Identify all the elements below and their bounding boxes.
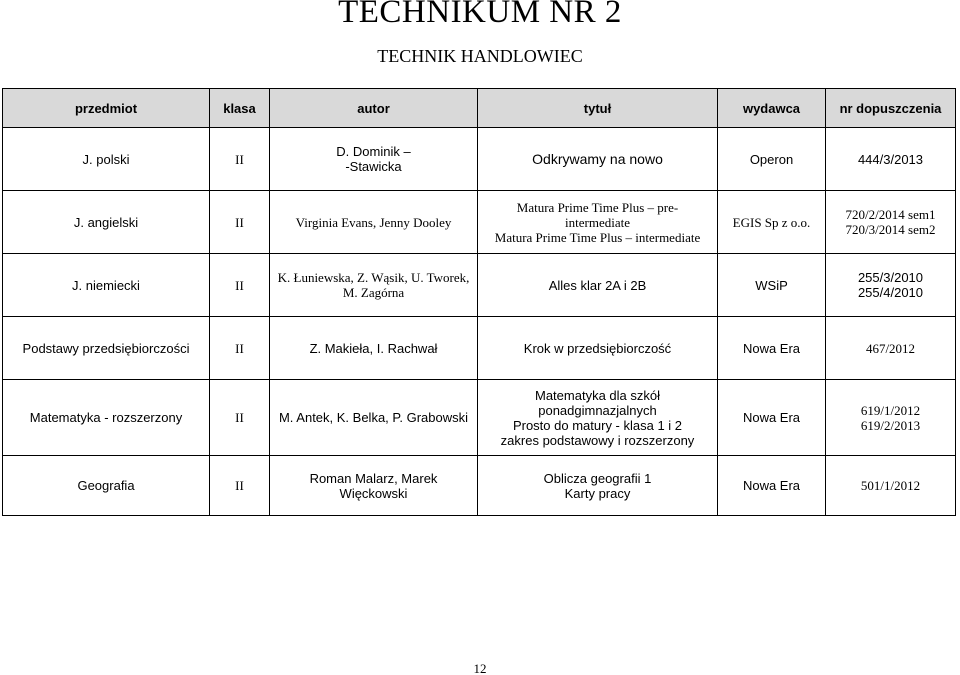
cell-autor: D. Dominik – -Stawicka xyxy=(270,128,478,191)
cell-tytul: Matura Prime Time Plus – pre- intermediate Matura Prime Time Plus – intermediate xyxy=(478,191,718,254)
cell-wydawca: Nowa Era xyxy=(718,380,826,456)
cell-autor: M. Antek, K. Belka, P. Grabowski xyxy=(270,380,478,456)
cell-autor: K. Łuniewska, Z. Wąsik, U. Tworek, M. Zagórna xyxy=(270,254,478,317)
header-autor: autor xyxy=(270,89,478,128)
cell-przedmiot: J. polski xyxy=(3,128,210,191)
document-title: TECHNIKUM NR 2 xyxy=(338,0,622,30)
cell-tytul: Matematyka dla szkół ponadgimnazjalnych Prosto do matury - klasa 1 i 2 zakres podstawowy i rozszerzony xyxy=(478,380,718,456)
cell-przedmiot: J. niemiecki xyxy=(3,254,210,317)
cell-wydawca: Nowa Era xyxy=(718,317,826,380)
cell-wydawca: EGIS Sp z o.o. xyxy=(718,191,826,254)
table-header-row xyxy=(3,89,956,128)
cell-przedmiot: J. angielski xyxy=(3,191,210,254)
table-row xyxy=(3,380,956,456)
header-nr-dopuszczenia: nr dopuszczenia xyxy=(826,89,956,128)
cell-klasa: II xyxy=(210,456,270,516)
cell-przedmiot: Podstawy przedsiębiorczości xyxy=(3,317,210,380)
cell-autor: Roman Malarz, Marek Więckowski xyxy=(270,456,478,516)
cell-tytul: Odkrywamy na nowo xyxy=(478,128,718,191)
cell-tytul: Alles klar 2A i 2B xyxy=(478,254,718,317)
cell-klasa: II xyxy=(210,191,270,254)
cell-klasa: II xyxy=(210,128,270,191)
document-subtitle: TECHNIK HANDLOWIEC xyxy=(377,46,583,66)
cell-autor: Virginia Evans, Jenny Dooley xyxy=(270,191,478,254)
header-klasa: klasa xyxy=(210,89,270,128)
header-wydawca: wydawca xyxy=(718,89,826,128)
table-row xyxy=(3,317,956,380)
cell-przedmiot: Matematyka - rozszerzony xyxy=(3,380,210,456)
cell-nr-dopuszczenia: 444/3/2013 xyxy=(826,128,956,191)
cell-klasa: II xyxy=(210,380,270,456)
cell-wydawca: Operon xyxy=(718,128,826,191)
cell-tytul: Krok w przedsiębiorczość xyxy=(478,317,718,380)
cell-nr-dopuszczenia: 255/3/2010 255/4/2010 xyxy=(826,254,956,317)
table-row xyxy=(3,456,956,516)
textbook-table xyxy=(2,88,956,516)
table-row xyxy=(3,254,956,317)
cell-klasa: II xyxy=(210,254,270,317)
cell-wydawca: WSiP xyxy=(718,254,826,317)
header-tytul: tytuł xyxy=(478,89,718,128)
cell-nr-dopuszczenia: 501/1/2012 xyxy=(826,456,956,516)
cell-autor: Z. Makieła, I. Rachwał xyxy=(270,317,478,380)
cell-nr-dopuszczenia: 619/1/2012 619/2/2013 xyxy=(826,380,956,456)
cell-nr-dopuszczenia: 467/2012 xyxy=(826,317,956,380)
cell-klasa: II xyxy=(210,317,270,380)
cell-tytul: Oblicza geografii 1 Karty pracy xyxy=(478,456,718,516)
table-row xyxy=(3,191,956,254)
table-row xyxy=(3,128,956,191)
cell-przedmiot: Geografia xyxy=(3,456,210,516)
header-przedmiot: przedmiot xyxy=(3,89,210,128)
page-number: 12 xyxy=(473,661,487,675)
cell-nr-dopuszczenia: 720/2/2014 sem1 720/3/2014 sem2 xyxy=(826,191,956,254)
cell-wydawca: Nowa Era xyxy=(718,456,826,516)
